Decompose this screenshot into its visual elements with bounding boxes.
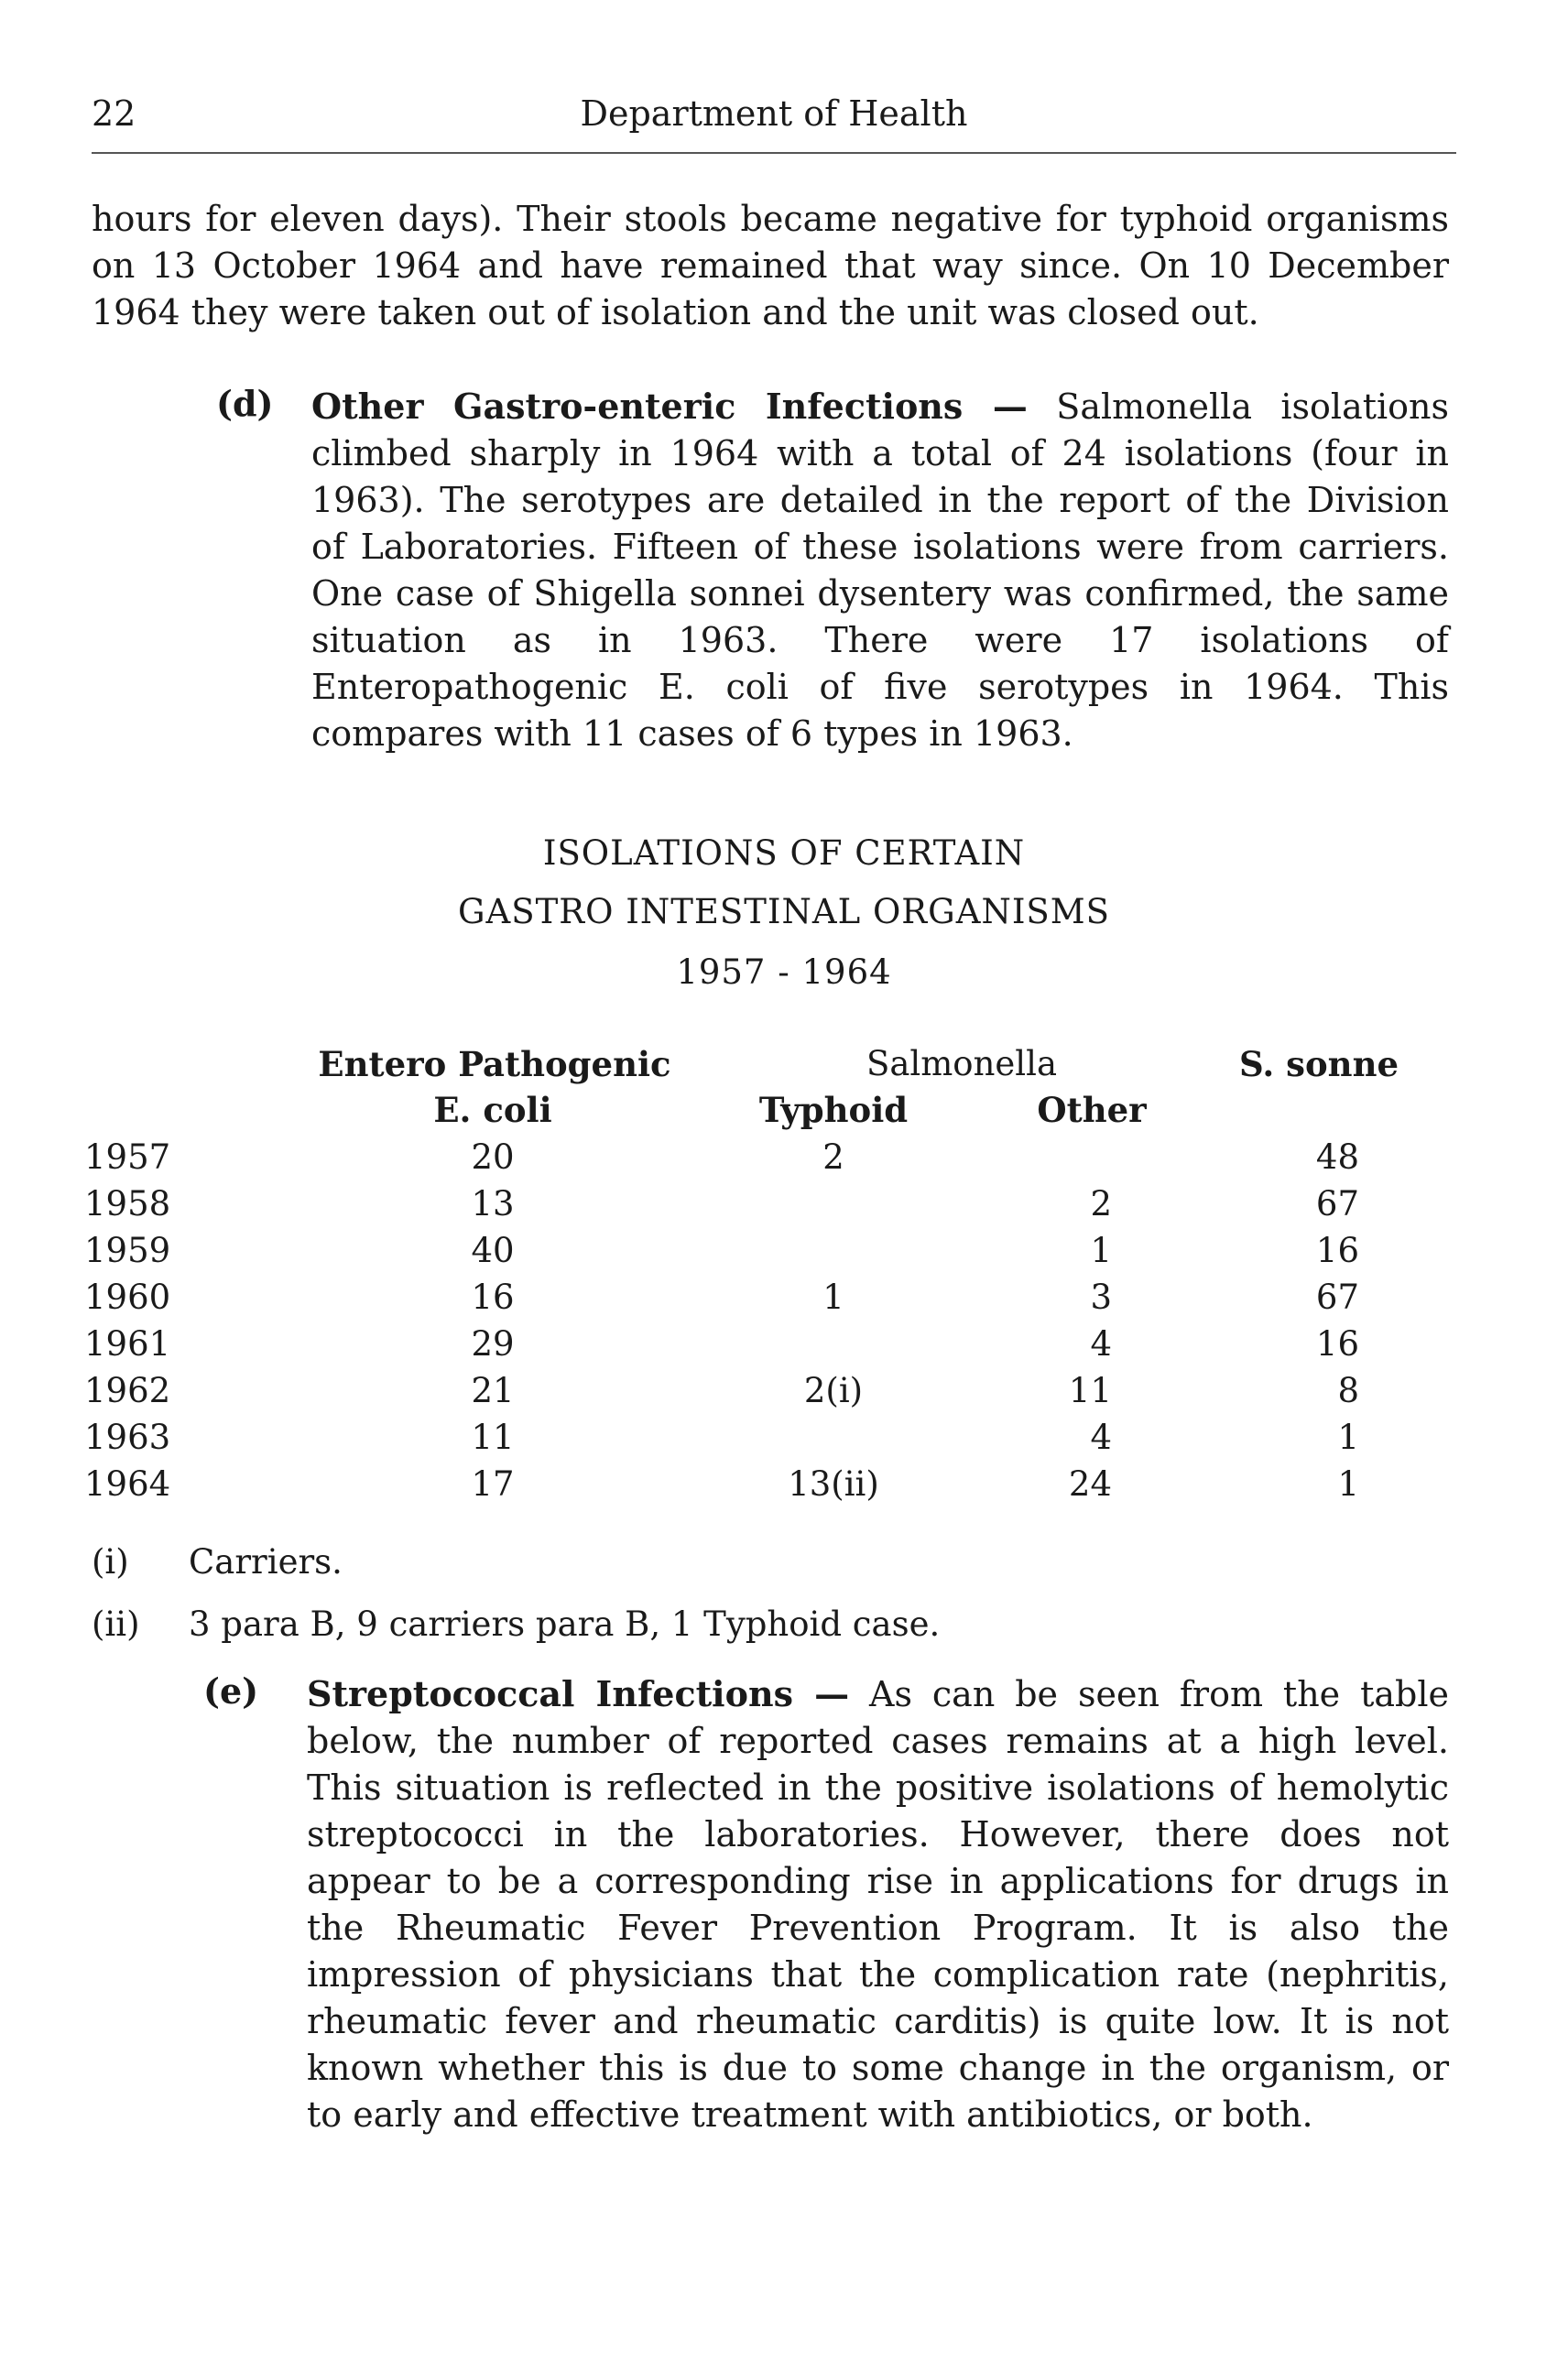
header-ecoli-line-1: Entero Pathogenic	[318, 1044, 671, 1084]
cell-other: 3	[1090, 1278, 1112, 1317]
cell-sonne: 67	[1315, 1278, 1359, 1317]
cell-other: 1	[1090, 1231, 1112, 1270]
cell-year: 1959	[84, 1231, 171, 1270]
paragraph-continued: hours for eleven days). Their stools became negative for typhoid organisms on 13 October 1964 and have remained that way since. On 10 December 1964 they were taken out of isolation and the unit was closed out.	[92, 199, 1449, 332]
section-d-text: Salmonella isolations climbed sharply in 1964 with a total of 24 isolations (four in 1963). The serotypes are detailed in the report of the Division of Laboratories. Fifteen of these isolations were from carriers. One case of Shigella sonnei dysentery was confirmed, the same situation as in 1963. There were 17 isolations of Enteropathogenic E. coli of five serotypes in 1964. This compares with 11 cases of 6 types in 1963.	[311, 386, 1450, 754]
section-e-text: As can be seen from the table below, the number of reported cases remains at a high level. This situation is reflected in the positive isolations of hemolytic streptococci in the laboratories. However, there does not appear to be a corresponding rise in applications for drugs in the Rheumatic Fever Prevention Program. It is also the impression of physicians that the complication rate (nephritis, rheumatic fever and rheumatic carditis) is quite low. It is not known whether this is due to some change in the organism, or to early and effective treatment with antibiotics, or both.	[307, 1674, 1449, 2135]
table-caption-line-2: GASTRO INTESTINAL ORGANISMS	[457, 892, 1111, 931]
table-caption-line-3: 1957 - 1964	[676, 952, 892, 992]
header-s-sonne: S. sonne	[1238, 1044, 1399, 1084]
table-row	[0, 1464, 1568, 1511]
cell-ecoli: 16	[471, 1278, 515, 1317]
cell-year: 1964	[84, 1464, 171, 1504]
footnote-text-i: Carriers.	[189, 1542, 343, 1582]
cell-year: 1962	[84, 1371, 171, 1410]
table-row	[0, 1371, 1568, 1418]
cell-ecoli: 21	[471, 1371, 515, 1410]
cell-other: 11	[1068, 1371, 1112, 1410]
cell-other: 4	[1090, 1418, 1112, 1457]
section-d-paragraph	[311, 383, 1449, 757]
running-title: Department of Health	[580, 93, 968, 134]
section-d-letter: (d)	[216, 383, 274, 424]
cell-other: 2	[1090, 1184, 1112, 1224]
table-row	[0, 1278, 1568, 1324]
cell-ecoli: 11	[471, 1418, 515, 1457]
cell-year: 1963	[84, 1418, 171, 1457]
footnote-mark-i: (i)	[92, 1542, 129, 1582]
cell-typhoid: 1	[822, 1278, 844, 1317]
section-e-heading: Streptococcal Infections —	[307, 1673, 850, 1714]
table-row	[0, 1324, 1568, 1371]
table-row	[0, 1418, 1568, 1464]
cell-ecoli: 20	[471, 1137, 515, 1177]
cell-sonne: 8	[1337, 1371, 1359, 1410]
table-caption-line-1: ISOLATIONS OF CERTAIN	[542, 833, 1026, 873]
footnote-text-ii: 3 para B, 9 carriers para B, 1 Typhoid case.	[189, 1604, 941, 1644]
footnote-mark-ii: (ii)	[92, 1604, 140, 1644]
cell-ecoli: 17	[471, 1464, 515, 1504]
section-e-paragraph	[307, 1670, 1449, 2138]
cell-sonne: 16	[1315, 1231, 1359, 1270]
cell-typhoid: 2(i)	[803, 1371, 864, 1410]
cell-typhoid: 2	[822, 1137, 844, 1177]
cell-ecoli: 40	[471, 1231, 515, 1270]
cell-sonne: 67	[1315, 1184, 1359, 1224]
cell-year: 1960	[84, 1278, 171, 1317]
page-number: 22	[92, 93, 136, 134]
cell-typhoid: 13(ii)	[788, 1464, 879, 1504]
header-typhoid: Typhoid	[758, 1090, 909, 1130]
cell-sonne: 16	[1315, 1324, 1359, 1364]
cell-ecoli: 29	[471, 1324, 515, 1364]
table-row	[0, 1137, 1568, 1184]
cell-year: 1957	[84, 1137, 171, 1177]
cell-sonne: 1	[1337, 1464, 1359, 1504]
cell-ecoli: 13	[471, 1184, 515, 1224]
table-row	[0, 1184, 1568, 1231]
header-other: Other	[1037, 1090, 1147, 1130]
page-header	[92, 88, 1456, 154]
cell-year: 1961	[84, 1324, 171, 1364]
cell-other: 24	[1068, 1464, 1112, 1504]
cell-other: 4	[1090, 1324, 1112, 1364]
section-d-heading: Other Gastro-enteric Infections —	[311, 386, 1028, 427]
cell-sonne: 48	[1315, 1137, 1359, 1177]
cell-year: 1958	[84, 1184, 171, 1224]
header-salmonella: Salmonella	[866, 1044, 1058, 1083]
section-e-letter: (e)	[203, 1670, 259, 1712]
header-ecoli-line-2: E. coli	[433, 1090, 552, 1130]
table-row	[0, 1231, 1568, 1278]
cell-sonne: 1	[1337, 1418, 1359, 1457]
